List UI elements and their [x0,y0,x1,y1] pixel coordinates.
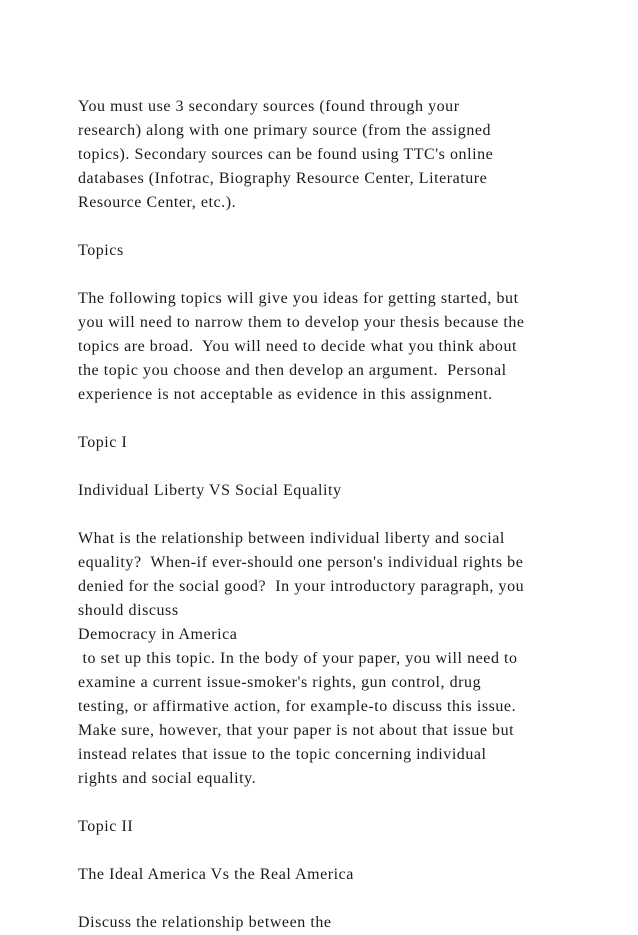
topics-heading: Topics [78,242,124,259]
text-line: databases (Infotrac, Biography Resource Center, Literature [78,170,488,187]
text-line: examine a current issue-smoker's rights, gun control, drug [78,674,482,691]
paragraph-spacer [78,791,598,815]
text-line: Make sure, however, that your paper is not about that issue but [78,722,515,739]
text-line: you will need to narrow them to develop your thesis because the [78,314,525,331]
topic-1-title: Individual Liberty VS Social Equality [78,482,342,499]
sources-paragraph [78,95,598,215]
topics-intro-paragraph [78,287,598,407]
topic-1-label: Topic I [78,434,128,451]
text-line: denied for the social good? In your introductory paragraph, you [78,578,525,595]
text-line: testing, or affirmative action, for example-to discuss this issue. [78,698,517,715]
text-line: rights and social equality. [78,770,257,787]
topic-1-paragraph [78,527,598,791]
text-line: research) along with one primary source (from the assigned [78,122,492,139]
document-body [78,95,598,935]
text-line: instead relates that issue to the topic concerning individual [78,746,487,763]
text-line: Democracy in America [78,626,238,643]
paragraph-spacer [78,263,598,287]
text-line: Resource Center, etc.). [78,194,237,211]
text-line: What is the relationship between individual liberty and social [78,530,505,547]
topic-2-title: The Ideal America Vs the Real America [78,866,354,883]
text-line: equality? When-if ever-should one person's individual rights be [78,554,524,571]
paragraph-spacer [78,215,598,239]
topic-2-paragraph [78,911,598,935]
text-line: You must use 3 secondary sources (found through your [78,98,460,115]
text-line: topics). Secondary sources can be found using TTC's online [78,146,494,163]
text-line: to set up this topic. In the body of your paper, you will need to [78,650,518,667]
text-line: topics are broad. You will need to decide what you think about [78,338,518,355]
text-line: should discuss [78,602,179,619]
paragraph-spacer [78,407,598,431]
text-line: experience is not acceptable as evidence in this assignment. [78,386,493,403]
text-line: Discuss the relationship between the [78,914,332,931]
text-line: The following topics will give you ideas for getting started, but [78,290,519,307]
paragraph-spacer [78,887,598,911]
topic-2-label: Topic II [78,818,134,835]
text-line: the topic you choose and then develop an argument. Personal [78,362,507,379]
paragraph-spacer [78,839,598,863]
paragraph-spacer [78,503,598,527]
paragraph-spacer [78,455,598,479]
